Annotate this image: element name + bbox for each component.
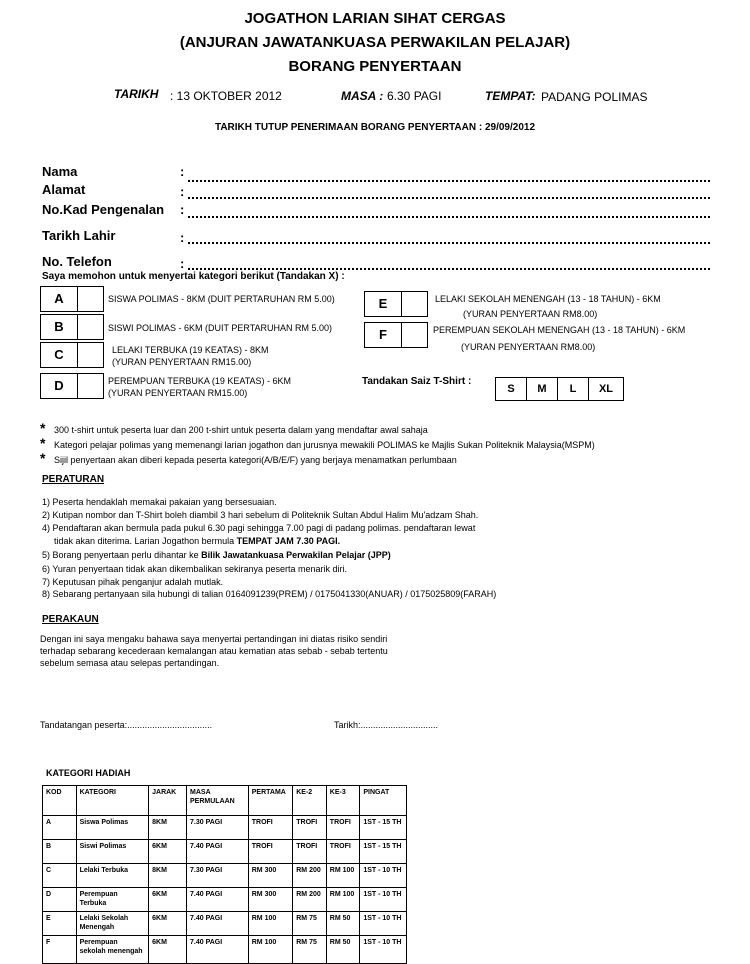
lahir-label: Tarikh Lahir <box>42 228 116 243</box>
cell: RM 75 <box>293 912 327 936</box>
declaration-line-2: terhadap sebarang kecederaan kemalangan atau kematian atas sebab - sebab tertentu <box>40 646 388 656</box>
category-f-checkbox[interactable] <box>364 322 428 348</box>
category-e-checkbox[interactable] <box>364 291 428 317</box>
kad-label: No.Kad Pengenalan <box>42 202 165 217</box>
cell: 7.40 PAGI <box>187 936 249 964</box>
prize-table <box>42 785 407 964</box>
nama-field[interactable] <box>188 180 710 182</box>
rules-heading: PERATURAN <box>42 474 105 485</box>
shirt-size-label: Tandakan Saiz T-Shirt : <box>362 376 472 387</box>
note-2: Kategori pelajar polimas yang memenangi larian jogathon dan jurusnya mewakili POLIMAS ke Majlis Sukan Politeknik Malaysia(MSPM) <box>54 440 595 450</box>
prize-heading: KATEGORI HADIAH <box>46 768 131 778</box>
form-title: JOGATHON LARIAN SIHAT CERGAS <box>244 10 506 27</box>
tempat-label: TEMPAT: <box>485 89 536 103</box>
rule-4-start-time: TEMPAT JAM 7.30 PAGI. <box>236 536 341 546</box>
kad-field[interactable] <box>188 216 710 218</box>
declaration-heading: PERAKAUN <box>42 614 99 625</box>
category-b-code: B <box>41 315 78 339</box>
col-jarak: JARAK <box>149 786 187 816</box>
cell: 8KM <box>149 816 187 840</box>
lahir-field[interactable] <box>188 242 710 244</box>
category-d-checkbox[interactable] <box>40 373 104 399</box>
note-1-asterisk-icon: * <box>40 420 46 436</box>
category-f-code: F <box>365 323 402 347</box>
form-subtitle: (ANJURAN JAWATANKUASA PERWAKILAN PELAJAR) <box>179 34 571 51</box>
cell: RM 300 <box>248 864 293 888</box>
cell: TROFI <box>293 840 327 864</box>
masa-label: MASA : <box>341 89 384 103</box>
cell: RM 100 <box>326 888 360 912</box>
rule-7: 7) Keputusan pihak penganjur adalah mutlak. <box>42 577 224 587</box>
category-c-label: LELAKI TERBUKA (19 KEATAS) - 8KM <box>112 345 269 355</box>
nama-label: Nama <box>42 164 78 179</box>
col-pingat: PINGAT <box>360 786 407 816</box>
cell: RM 75 <box>293 936 327 964</box>
cell: A <box>43 816 77 840</box>
table-row <box>43 816 407 840</box>
cell: Siswa Polimas <box>76 816 149 840</box>
category-e-code: E <box>365 292 402 316</box>
col-kod: KOD <box>43 786 77 816</box>
cell: Perempuan sekolah menengah <box>76 936 149 964</box>
category-d-code: D <box>41 374 78 398</box>
cell: TROFI <box>326 816 360 840</box>
alamat-label: Alamat <box>42 182 86 197</box>
tarikh-label: TARIKH <box>114 87 159 101</box>
note-3: Sijil penyertaan akan diberi kepada peserta kategori(A/B/E/F) yang berjaya menamatkan perlumbaan <box>54 455 457 465</box>
cell: RM 100 <box>248 912 293 936</box>
rule-2: 2) Kutipan nombor dan T-Shirt boleh diambil 3 hari sebelum di Politeknik Sultan Abdul Halim Mu'adzam Shah. <box>42 510 479 520</box>
cell: RM 200 <box>293 888 327 912</box>
cell: 1ST - 10 TH <box>360 888 407 912</box>
cell: RM 50 <box>326 912 360 936</box>
cell: TROFI <box>248 840 293 864</box>
cell: 7.40 PAGI <box>187 888 249 912</box>
cell: 6KM <box>149 888 187 912</box>
cell: 7.30 PAGI <box>187 864 249 888</box>
category-f-fee: (YURAN PENYERTAAN RM8.00) <box>461 342 596 352</box>
col-pertama: PERTAMA <box>248 786 293 816</box>
kad-colon: : <box>180 202 185 217</box>
cell: Lelaki Terbuka <box>76 864 149 888</box>
rule-1: 1) Peserta hendaklah memakai pakaian yang bersesuaian. <box>42 497 277 507</box>
cell: 7.40 PAGI <box>187 840 249 864</box>
category-e-fee: (YURAN PENYERTAAN RM8.00) <box>463 309 598 319</box>
cell: RM 100 <box>326 864 360 888</box>
cell: 1ST - 15 TH <box>360 840 407 864</box>
cell: 8KM <box>149 864 187 888</box>
table-row <box>43 864 407 888</box>
rule-5-office: Bilik Jawatankuasa Perwakilan Pelajar (JPP) <box>201 550 391 560</box>
category-a-checkbox[interactable] <box>40 286 104 312</box>
shirt-size-xl[interactable]: XL <box>598 383 614 395</box>
category-c-checkbox[interactable] <box>40 342 104 368</box>
category-d-label: PEREMPUAN TERBUKA (19 KEATAS) - 6KM <box>108 376 292 386</box>
cell: 1ST - 10 TH <box>360 912 407 936</box>
cell: Siswi Polimas <box>76 840 149 864</box>
cell: E <box>43 912 77 936</box>
cell: RM 50 <box>326 936 360 964</box>
note-1: 300 t-shirt untuk peserta luar dan 200 t-shirt untuk peserta dalam yang mendaftar awal sahaja <box>54 425 428 435</box>
telefon-label: No. Telefon <box>42 254 112 269</box>
cell: TROFI <box>326 840 360 864</box>
rule-4-continued <box>54 535 340 547</box>
cell: 7.40 PAGI <box>187 912 249 936</box>
cell: Perempuan Terbuka <box>76 888 149 912</box>
category-a-code: A <box>41 287 78 311</box>
rule-8: 8) Sebarang pertanyaan sila hubungi di talian 0164091239(PREM) / 0175041330(ANUAR) / 0175025809(FARAH) <box>42 589 497 599</box>
telefon-field[interactable] <box>188 268 710 270</box>
category-f-label: PEREMPUAN SEKOLAH MENENGAH (13 - 18 TAHUN) - 6KM <box>433 325 686 335</box>
cell: TROFI <box>293 816 327 840</box>
declaration-line-1: Dengan ini saya mengaku bahawa saya menyertai pertandingan ini diatas risiko sendiri <box>40 634 388 644</box>
rule-4: 4) Pendaftaran akan bermula pada pukul 6.30 pagi sehingga 7.00 pagi di padang polimas. pendaftaran lewat <box>42 523 476 533</box>
cell: 6KM <box>149 840 187 864</box>
shirt-size-s[interactable]: S <box>496 378 527 400</box>
col-ke3: KE-3 <box>326 786 360 816</box>
cell: B <box>43 840 77 864</box>
rule-4-text: tidak akan diterima. Larian Jogathon bermula <box>54 536 235 546</box>
cell: 1ST - 10 TH <box>360 864 407 888</box>
lahir-colon: : <box>180 230 185 245</box>
shirt-size-l[interactable]: L <box>558 378 589 400</box>
shirt-size-options <box>495 377 624 401</box>
col-kategori: KATEGORI <box>76 786 149 816</box>
table-row <box>43 936 407 964</box>
cell: F <box>43 936 77 964</box>
masa-value: 6.30 PAGI <box>387 89 442 103</box>
cell: 1ST - 15 TH <box>360 816 407 840</box>
cell: Lelaki Sekolah Menengah <box>76 912 149 936</box>
cell: RM 300 <box>248 888 293 912</box>
table-row <box>43 912 407 936</box>
rule-6: 6) Yuran penyertaan tidak akan dikembalikan sekiranya peserta menarik diri. <box>42 564 348 574</box>
category-b-checkbox[interactable] <box>40 314 104 340</box>
cell: C <box>43 864 77 888</box>
table-row <box>43 888 407 912</box>
cell: 6KM <box>149 936 187 964</box>
nama-colon: : <box>180 164 185 179</box>
note-2-asterisk-icon: * <box>40 435 46 451</box>
alamat-field[interactable] <box>188 197 710 199</box>
cell: 1ST - 10 TH <box>360 936 407 964</box>
prize-table-header <box>43 786 407 816</box>
tempat-value: PADANG POLIMAS <box>541 90 648 104</box>
category-d-fee: (YURAN PENYERTAAN RM15.00) <box>108 388 248 398</box>
col-masa: MASA PERMULAAN <box>187 786 249 816</box>
cell: 6KM <box>149 912 187 936</box>
rule-5-text: 5) Borang penyertaan perlu dihantar ke <box>42 550 199 560</box>
cell: RM 100 <box>248 936 293 964</box>
category-c-code: C <box>41 343 78 367</box>
category-prompt: Saya memohon untuk menyertai kategori berikut (Tandakan X) : <box>42 271 345 282</box>
date-field[interactable]: Tarikh:............................... <box>334 720 439 730</box>
cell: 7.30 PAGI <box>187 816 249 840</box>
shirt-size-m[interactable]: M <box>527 378 558 400</box>
rule-5 <box>42 549 391 561</box>
declaration-line-3: sebelum semasa atau selepas pertandingan. <box>40 658 220 668</box>
alamat-colon: : <box>180 184 185 199</box>
category-c-fee: (YURAN PENYERTAAN RM15.00) <box>112 357 252 367</box>
category-b-label: SISWI POLIMAS - 6KM (DUIT PERTARUHAN RM 5.00) <box>108 323 333 333</box>
table-row <box>43 840 407 864</box>
cell: RM 200 <box>293 864 327 888</box>
note-3-asterisk-icon: * <box>40 450 46 466</box>
category-a-label: SISWA POLIMAS - 8KM (DUIT PERTARUHAN RM 5.00) <box>108 294 335 304</box>
cell: TROFI <box>248 816 293 840</box>
col-ke2: KE-2 <box>293 786 327 816</box>
form-heading: BORANG PENYERTAAN <box>288 58 462 75</box>
category-e-label: LELAKI SEKOLAH MENENGAH (13 - 18 TAHUN) - 6KM <box>435 294 661 304</box>
signature-field[interactable]: Tandatangan peserta:.................................. <box>40 720 213 730</box>
cell: D <box>43 888 77 912</box>
tarikh-value: : 13 OKTOBER 2012 <box>170 89 282 103</box>
deadline-notice: TARIKH TUTUP PENERIMAAN BORANG PENYERTAAN : 29/09/2012 <box>214 122 536 133</box>
telefon-colon: : <box>180 256 185 271</box>
